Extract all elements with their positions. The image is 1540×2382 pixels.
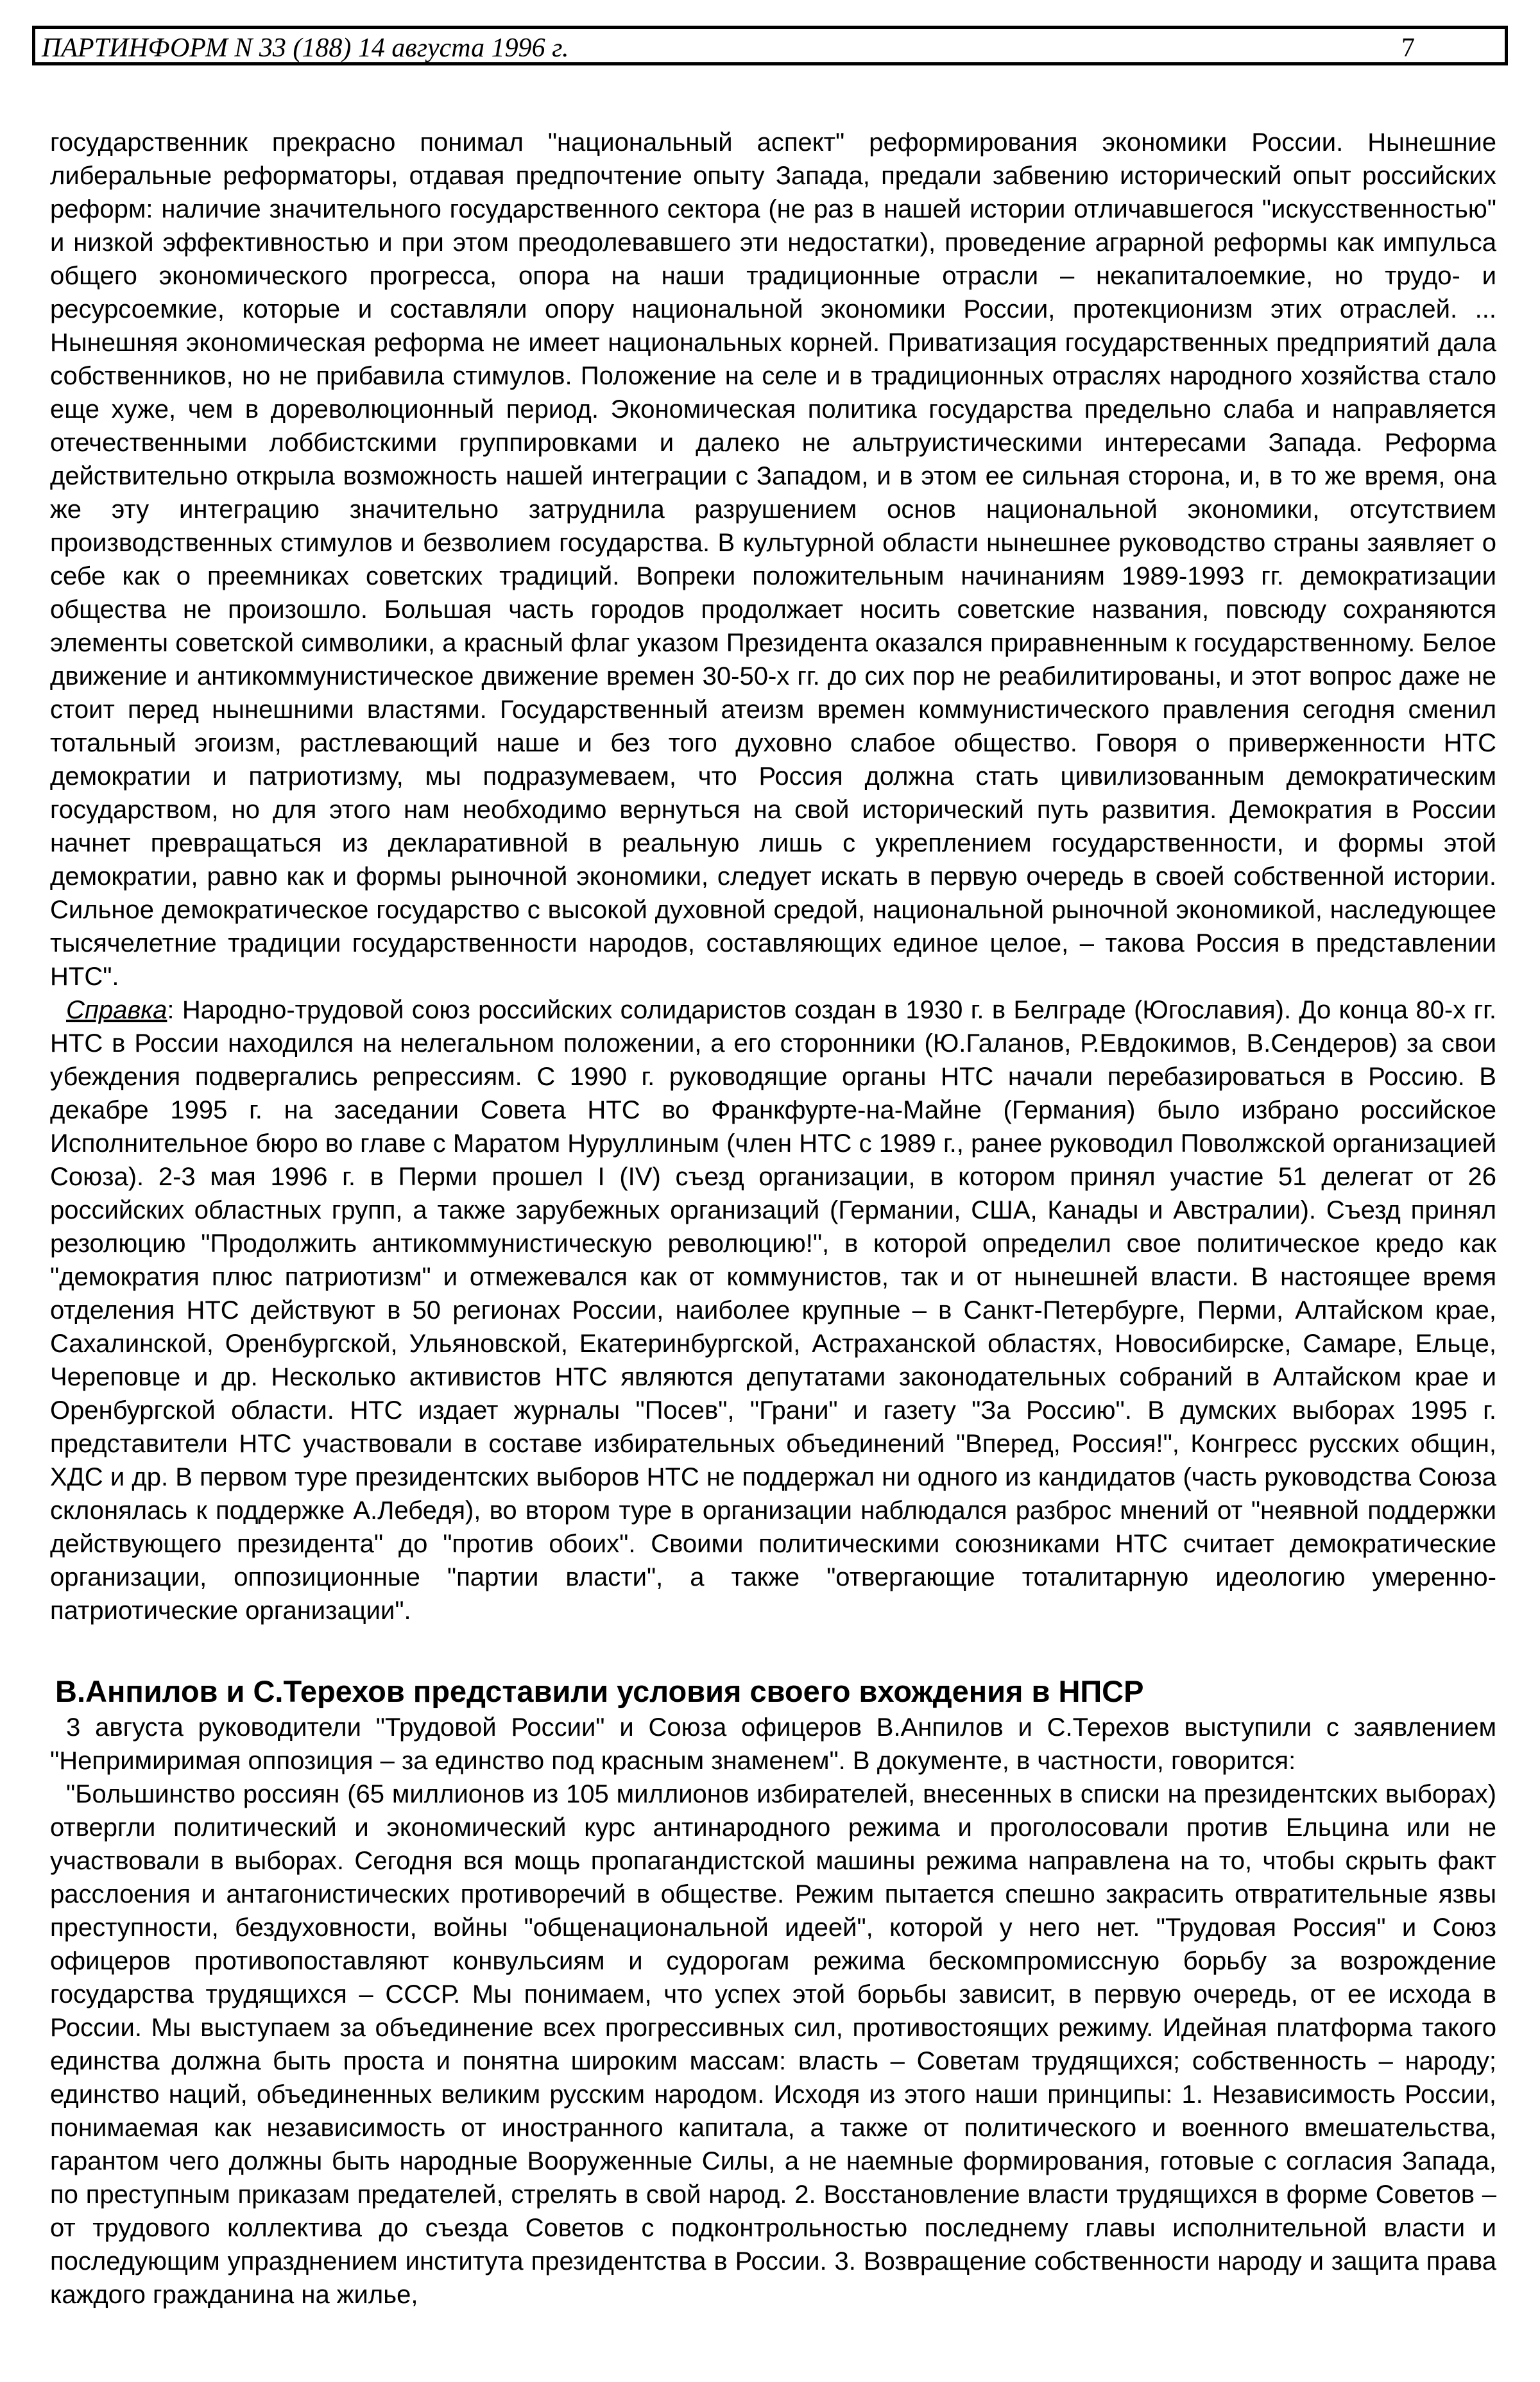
reference-paragraph bbox=[50, 993, 1496, 1627]
reference-text: : Народно-трудовой союз российских солидаристов создан в 1930 г. в Белграде (Югославия). До конца 80-х гг. НТС в России находился на нелегальном положении, а его сторонники (Ю.Галанов, Р.Евдокимов, В.Сендеров) за свои убеждения подвергались репрессиям. С 1990 г. руководящие органы НТС начали перебазироваться в Россию. В декабре 1995 г. на заседании Совета НТС во Франкфурте-на-Майне (Германия) было избрано российское Исполнительное бюро во главе с Маратом Нуруллиным (член НТС с 1989 г., ранее руководил Поволжской организацией Союза). 2-3 мая 1996 г. в Перми прошел I (IV) съезд организации, в котором принял участие 51 делегат от 26 российских областных групп, а также зарубежных организаций (Германии, США, Канады и Австралии). Съезд принял резолюцию "Продолжить антикоммунистическую революцию!", в которой определил свое политическое кредо как "демократия плюс патриотизм" и отмежевался как от коммунистов, так и от нынешней власти. В настоящее время отделения НТС действуют в 50 регионах России, наиболее крупные – в Санкт-Петербурге, Перми, Алтайском крае, Сахалинской, Оренбургской, Ульяновской, Екатеринбургской, Астраханской областях, Новосибирске, Самаре, Ельце, Череповце и др. Несколько активистов НТС являются депутатами законодательных собраний в Алтайском крае и Оренбургской области. НТС издает журналы "Посев", "Грани" и газету "За Россию". В думских выборах 1995 г. представители НТС участвовали в составе избирательных объединений "Вперед, Россия!", Конгресс русских общин, ХДС и др. В первом туре президентских выборов НТС не поддержал ни одного из кандидатов (часть руководства Союза склонялась к поддержке А.Лебедя), во втором туре в организации наблюдался разброс мнений от "неявной поддержки действующего президента" до "против обоих". Своими политическими союзниками НТС считает демократические организации, оппозиционные "партии власти", а также "отвергающие тоталитарную идеологию умеренно-патриотические организации". bbox=[50, 996, 1496, 1625]
publication-title: ПАРТИНФОРМ N 33 (188) 14 августа 1996 г. bbox=[42, 33, 569, 63]
article-body bbox=[50, 126, 1496, 2311]
reference-label: Справка bbox=[66, 996, 167, 1024]
page-header bbox=[32, 26, 1508, 65]
article-headline: В.Анпилов и С.Терехов представили условия своего вхождения в НПСР bbox=[55, 1674, 1144, 1708]
page-number: 7 bbox=[1401, 33, 1415, 63]
article-paragraph: государственник прекрасно понимал "национальный аспект" реформирования экономики России. Нынешние либеральные реформаторы, отдавая предпочтение опыту Запада, предали забвению исторический опыт российских реформ: наличие значительного государственного сектора (не раз в нашей истории отличавшегося "искусственностью" и низкой эффективностью и при этом преодолевавшего эти недостатки), проведение аграрной реформы как импульса общего экономического прогресса, опора на наши традиционные отрасли – некапиталоемкие, но трудо- и ресурсоемкие, которые и составляли опору национальной экономики России, протекционизм этих отраслей. ... Нынешняя экономическая реформа не имеет национальных корней. Приватизация государственных предприятий дала собственников, но не прибавила стимулов. Положение на селе и в традиционных отраслях народного хозяйства стало еще хуже, чем в дореволюционный период. Экономическая политика государства предельно слаба и направляется отечественными лоббистскими группировками и далеко не альтруистическими интересами Запада. Реформа действительно открыла возможность нашей интеграции с Западом, и в этом ее сильная сторона, и, в то же время, она же эту интеграцию значительно затруднила разрушением основ национальной экономики, отсутствием производственных стимулов и безволием государства. В культурной области нынешнее руководство страны заявляет о себе как о преемниках советских традиций. Вопреки положительным начинаниям 1989-1993 гг. демократизации общества не произошло. Большая часть городов продолжает носить советские названия, повсюду сохраняются элементы советской символики, а красный флаг указом Президента оказался приравненным к государственному. Белое движение и антикоммунистическое движение времен 30-50-х гг. до сих пор не реабилитированы, и этот вопрос даже не стоит перед нынешними властями. Государственный атеизм времен коммунистического правления сегодня сменил тотальный эгоизм, растлевающий наше и без того духовно слабое общество. Говоря о приверженности НТС демократии и патриотизму, мы подразумеваем, что Россия должна стать цивилизованным демократическим государством, но для этого нам необходимо вернуться на свой исторический путь развития. Демократия в России начнет превращаться из декларативной в реальную лишь с укреплением государственности, и формы этой демократии, равно как и формы рыночной экономики, следует искать в первую очередь в своей собственной истории. Сильное демократическое государство с высокой духовной средой, национальной рыночной экономикой, наследующее тысячелетние традиции государственности народов, составляющих единое целое, – такова Россия в представлении НТС". bbox=[50, 128, 1496, 991]
article-paragraph: "Большинство россиян (65 миллионов из 105 миллионов избирателей, внесенных в списки на президентских выборах) отвергли политический и экономический курс антинародного режима и проголосовали против Ельцина или не участвовали в выборах. Сегодня вся мощь пропагандистской машины режима направлена на то, чтобы скрыть факт расслоения и антагонистических противоречий в обществе. Режим пытается спешно закрасить отвратительные язвы преступности, бездуховности, войны "общенациональной идеей", которой у него нет. "Трудовая Россия" и Союз офицеров противопоставляют конвульсиям и судорогам режима бескомпромиссную борьбу за возрождение государства трудящихся – СССР. Мы понимаем, что успех этой борьбы зависит, в первую очередь, от ее исхода в России. Мы выступаем за объединение всех прогрессивных сил, противостоящих режиму. Идейная платформа такого единства должна быть проста и понятна широким массам: власть – Советам трудящихся; собственность – народу; единство наций, объединенных великим русским народом. Исходя из этого наши принципы: 1. Независимость России, понимаемая как независимость от иностранного капитала, а также от политического и военного вмешательства, гарантом чего должны быть народные Вооруженные Силы, а не наемные формирования, готовые с согласия Запада, по преступным приказам предателей, стрелять в свой народ. 2. Восстановление власти трудящихся в форме Советов – от трудового коллектива до съезда Советов с подконтрольностью последнему главы исполнительной власти и последующим упразднением института президентства в России. 3. Возвращение собственности народу и защита права каждого гражданина на жилье, bbox=[50, 1780, 1496, 2309]
article-paragraph: 3 августа руководители "Трудовой России" и Союза офицеров В.Анпилов и С.Терехов выступили с заявлением "Непримиримая оппозиция – за единство под красным знаменем". В документе, в частности, говорится: bbox=[50, 1713, 1496, 1775]
